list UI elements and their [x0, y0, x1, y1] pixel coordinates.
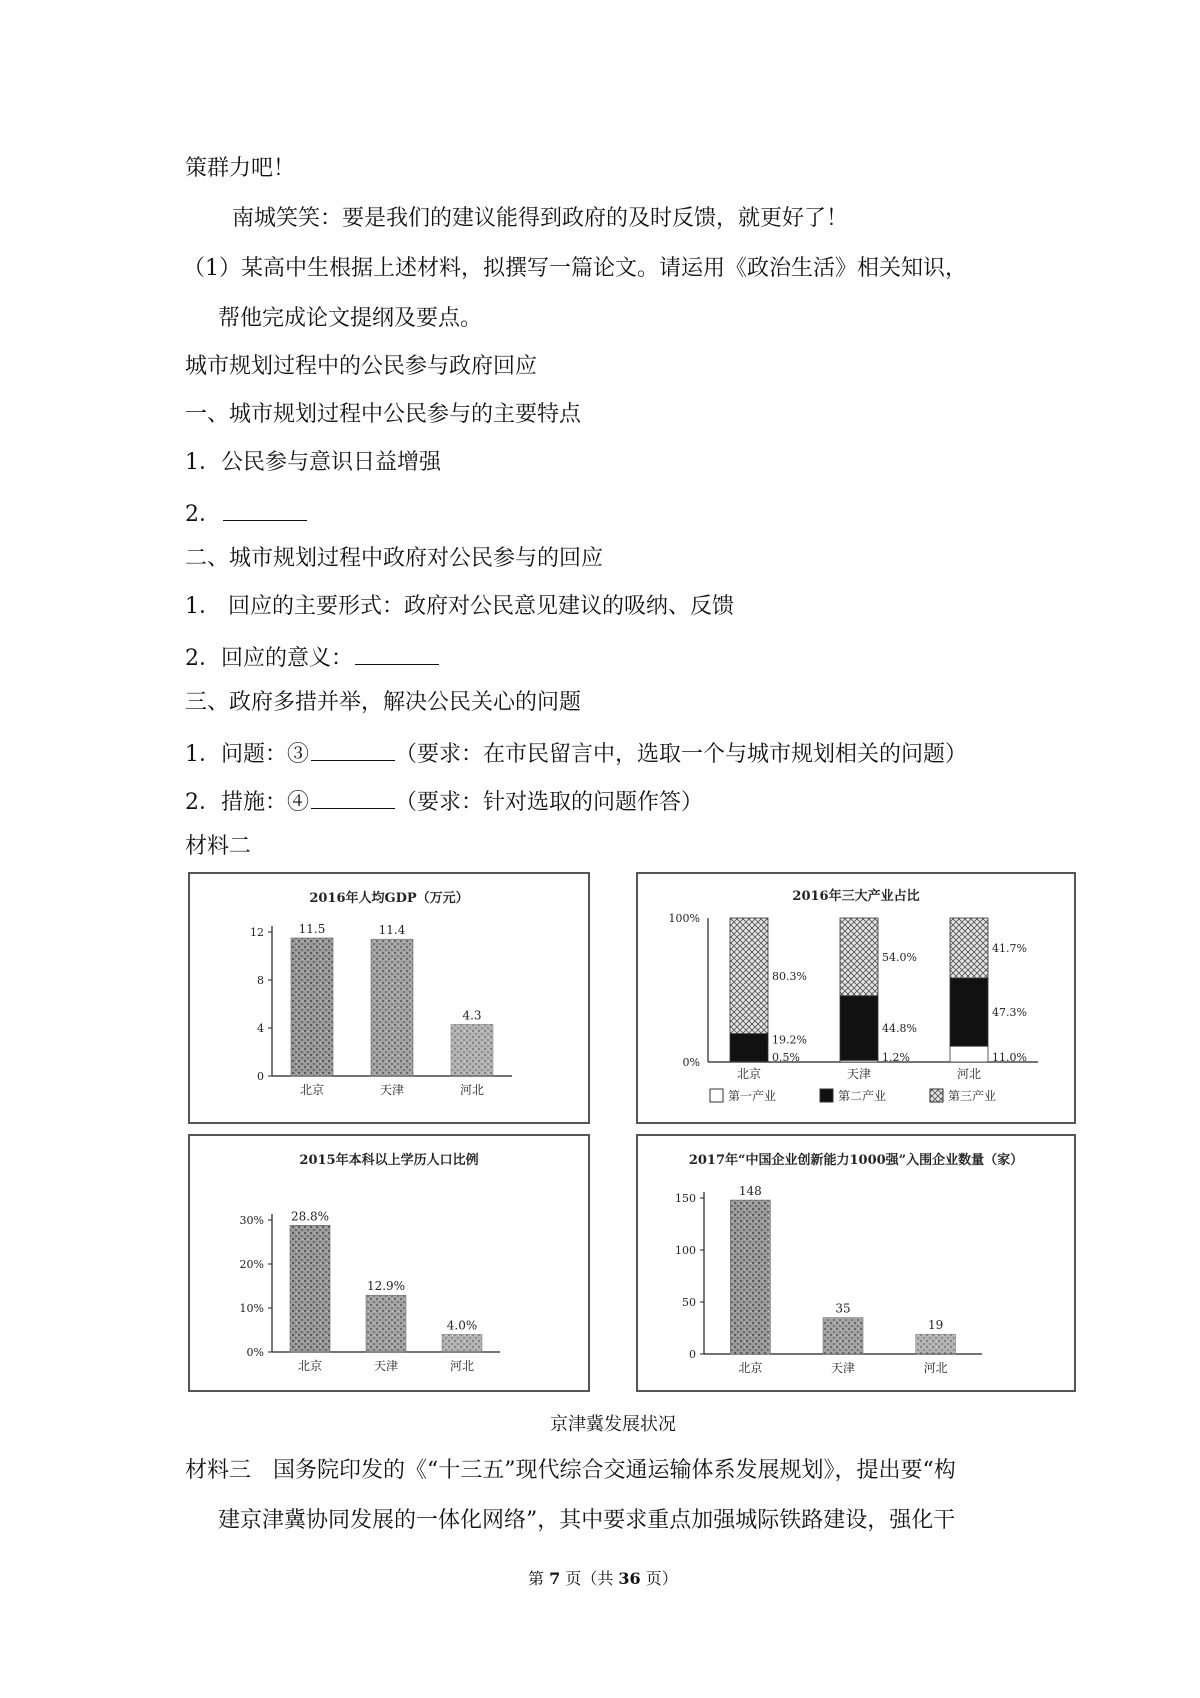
x-tick-label: 北京: [736, 1067, 762, 1081]
y-tick-label: 20%: [239, 1258, 264, 1271]
bar: [366, 1295, 406, 1352]
x-tick-label: 天津: [830, 1361, 856, 1375]
y-tick-label: 10%: [239, 1302, 264, 1315]
x-tick-label: 河北: [956, 1067, 982, 1081]
segment-value-label: 1.2%: [882, 1051, 910, 1064]
section-1-heading: 一、城市规划过程中公民参与的主要特点: [185, 402, 582, 427]
chart-title: 2016年三大产业占比: [792, 889, 920, 904]
x-tick-label: 河北: [923, 1361, 948, 1375]
x-tick-label: 河北: [449, 1359, 475, 1373]
segment-value-label: 54.0%: [882, 950, 917, 964]
stack-segment: [950, 978, 988, 1046]
bar: [442, 1334, 482, 1352]
material-3-line-1: 材料三 国务院印发的《“十三五”现代综合交通运输体系发展规划》，提出要“构: [185, 1458, 956, 1483]
legend-label: 第三产业: [948, 1089, 997, 1103]
y-tick-label: 0%: [246, 1346, 264, 1359]
chart-industry: [638, 874, 1074, 1122]
chart-panel-industry: [636, 872, 1076, 1124]
stack-segment: [840, 918, 878, 996]
bar: [451, 1024, 493, 1076]
bar-value-label: 148: [738, 1184, 762, 1199]
bar: [823, 1318, 863, 1354]
segment-value-label: 41.7%: [992, 942, 1027, 956]
x-tick-label: 北京: [297, 1359, 323, 1373]
bar-value-label: 11.5: [298, 922, 326, 936]
x-tick-label: 北京: [299, 1083, 325, 1097]
chart-panel-gdp: [188, 872, 590, 1124]
bar-value-label: 12.9%: [366, 1279, 406, 1294]
y-tick-label: 100%: [668, 912, 700, 925]
figure-caption: 京津冀发展状况: [550, 1414, 676, 1435]
chart-innovation: [638, 1136, 1074, 1390]
section-3-heading: 三、政府多措并举，解决公民关心的问题: [185, 690, 582, 715]
x-tick-label: 天津: [373, 1359, 399, 1373]
section-2-heading: 二、城市规划过程中政府对公民参与的回应: [185, 546, 604, 571]
footer-pre: 第: [528, 1569, 550, 1588]
section-2-item-1: 1． 回应的主要形式：政府对公民意见建议的吸纳、反馈: [185, 594, 734, 619]
legend-label: 第一产业: [728, 1089, 777, 1103]
section-2-item-2: [185, 640, 439, 674]
text-line-1: 策群力吧！: [185, 156, 296, 181]
stack-segment: [950, 1046, 988, 1062]
segment-value-label: 0.5%: [772, 1051, 800, 1064]
y-tick-label: 8: [257, 974, 264, 987]
bar: [291, 938, 333, 1076]
legend-label: 第二产业: [838, 1089, 887, 1103]
bar-value-label: 28.8%: [290, 1209, 330, 1224]
segment-value-label: 11.0%: [992, 1051, 1027, 1064]
page-number: 7: [549, 1569, 561, 1588]
section-3-item-1: [185, 736, 967, 770]
segment-value-label: 47.3%: [992, 1006, 1027, 1020]
bar-value-label: 11.4: [378, 923, 406, 938]
section-1-item-1: 1．公民参与意识日益增强: [185, 450, 441, 475]
bar-value-label: 4.3: [462, 1008, 482, 1023]
material-3-line-2: 建京津冀协同发展的一体化网络”，其中要求重点加强城际铁路建设，强化干: [218, 1508, 956, 1533]
answer-blank[interactable]: [311, 784, 395, 809]
footer-post: 页）: [640, 1569, 678, 1588]
page-footer: [528, 1566, 678, 1589]
page-total: 36: [618, 1569, 641, 1588]
footer-mid: 页（共: [560, 1569, 619, 1588]
material-2-label: 材料二: [185, 834, 252, 859]
chart-gdp: [190, 874, 588, 1122]
item-requirement: （要求：在市民留言中，选取一个与城市规划相关的问题）: [395, 742, 968, 767]
item-number: 2．: [185, 502, 221, 527]
question-1-cont: 帮他完成论文提纲及要点。: [218, 306, 483, 331]
segment-value-label: 44.8%: [882, 1022, 917, 1036]
bar-value-label: 4.0%: [446, 1318, 478, 1333]
item-label: 2．措施：④: [185, 790, 309, 815]
legend-swatch: [930, 1089, 943, 1102]
question-1: （1）某高中生根据上述材料，拟撰写一篇论文。请运用《政治生活》相关知识，: [183, 256, 967, 281]
y-tick-label: 0: [257, 1070, 264, 1083]
y-tick-label: 50: [682, 1296, 696, 1309]
segment-value-label: 80.3%: [772, 969, 807, 983]
x-tick-label: 天津: [379, 1083, 405, 1097]
chart-education: [190, 1136, 588, 1390]
stack-segment: [840, 996, 878, 1061]
item-label: 1．问题：③: [185, 742, 309, 767]
bar: [290, 1225, 330, 1352]
chart-panel-education: [188, 1134, 590, 1392]
stack-segment: [730, 918, 768, 1034]
item-label: 2．回应的意义：: [185, 646, 353, 671]
stack-segment: [950, 918, 988, 978]
y-tick-label: 150: [675, 1192, 696, 1205]
x-tick-label: 天津: [846, 1067, 872, 1081]
y-tick-label: 100: [675, 1244, 696, 1257]
chart-panel-innovation: [636, 1134, 1076, 1392]
y-tick-label: 4: [257, 1022, 264, 1035]
chart-title: 2017年“中国企业创新能力1000强”入围企业数量（家）: [688, 1153, 1024, 1168]
legend-swatch: [820, 1089, 833, 1102]
bar: [730, 1200, 770, 1354]
chart-title: 2015年本科以上学历人口比例: [299, 1153, 479, 1168]
legend-swatch: [710, 1089, 723, 1102]
y-tick-label: 12: [250, 926, 264, 939]
answer-blank[interactable]: [311, 736, 395, 761]
y-tick-label: 30%: [239, 1214, 264, 1227]
y-tick-label: 0: [689, 1348, 696, 1361]
section-3-item-2: [185, 784, 703, 818]
bar-value-label: 35: [835, 1301, 851, 1316]
segment-value-label: 19.2%: [772, 1033, 807, 1047]
bar-value-label: 19: [928, 1318, 944, 1333]
text-line-2: 南城笑笑：要是我们的建议能得到政府的及时反馈，就更好了！: [232, 206, 849, 231]
x-tick-label: 北京: [738, 1361, 763, 1375]
item-requirement: （要求：针对选取的问题作答）: [395, 790, 704, 815]
section-1-item-2: [185, 496, 307, 530]
x-tick-label: 河北: [459, 1083, 485, 1097]
answer-blank[interactable]: [355, 640, 439, 665]
essay-title: 城市规划过程中的公民参与政府回应: [185, 354, 538, 379]
bar: [916, 1334, 956, 1354]
answer-blank[interactable]: [223, 496, 307, 521]
y-tick-label: 0%: [682, 1056, 700, 1069]
bar: [371, 939, 413, 1076]
stack-segment: [730, 1034, 768, 1062]
chart-title: 2016年人均GDP（万元）: [309, 891, 469, 906]
